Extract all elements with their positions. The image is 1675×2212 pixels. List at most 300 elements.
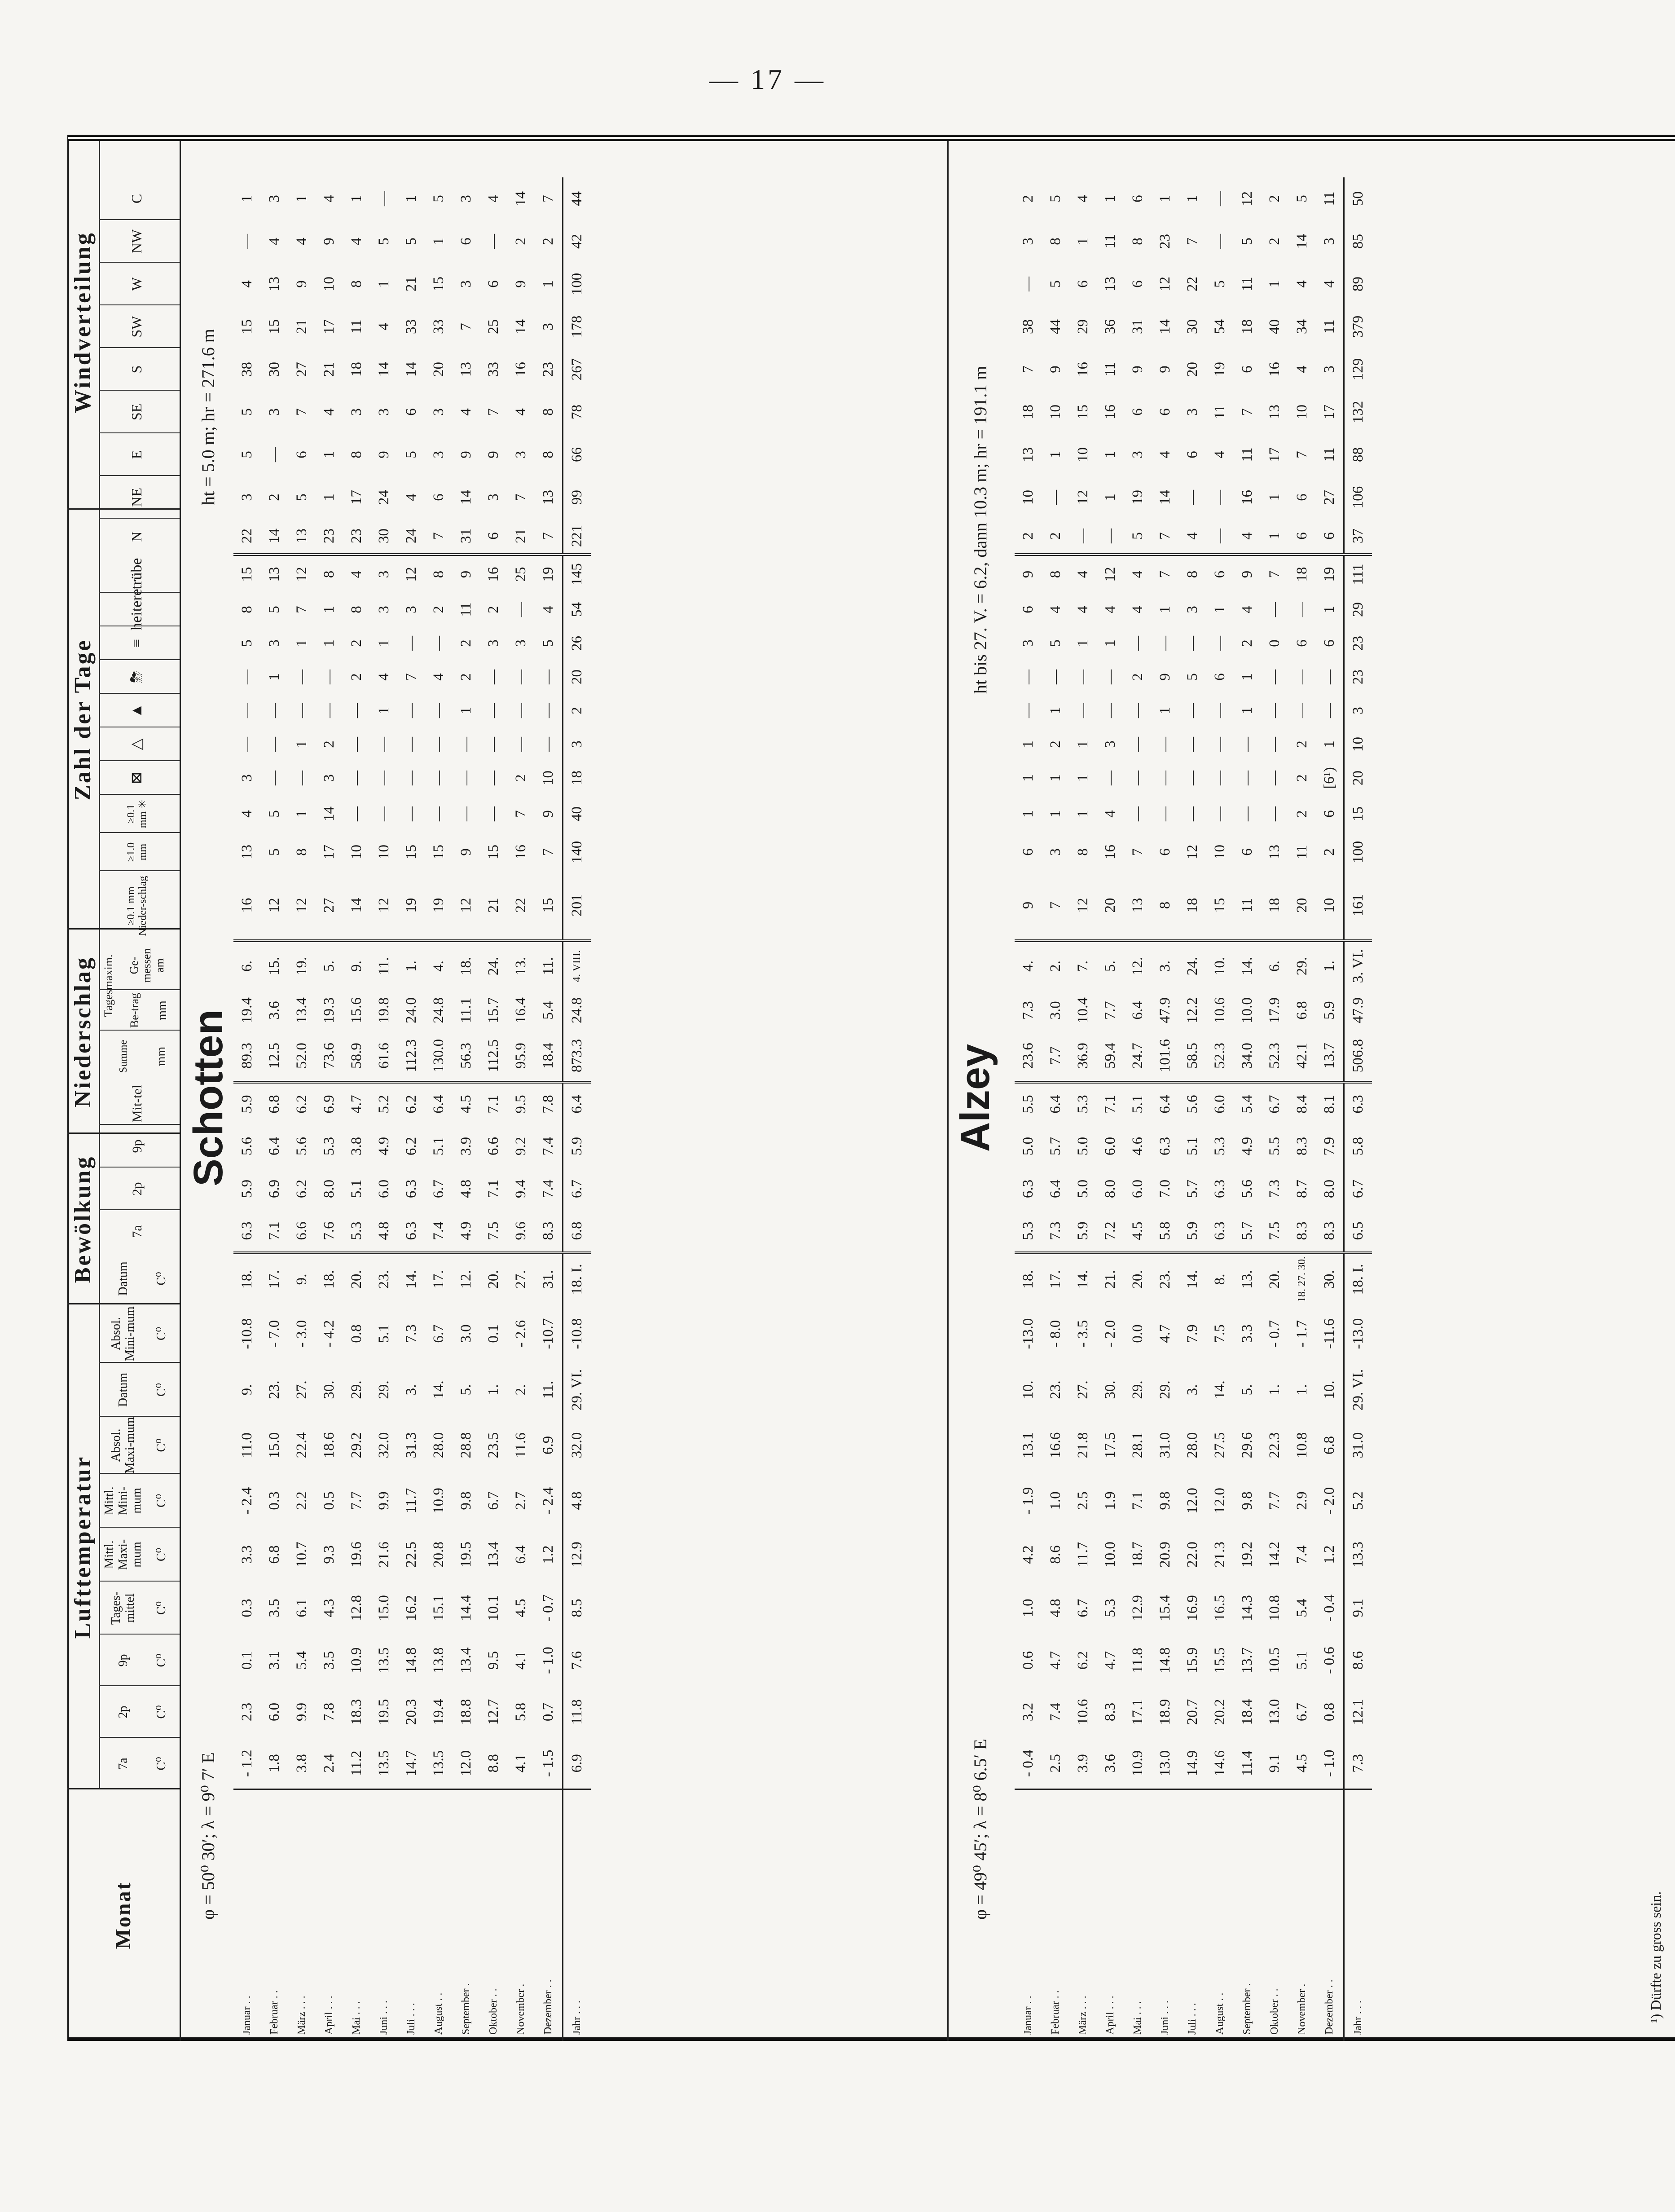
value-cell: 2 <box>513 774 529 782</box>
value-cell: 1 <box>1047 810 1064 818</box>
value-cell: — <box>1130 636 1146 651</box>
table-row <box>1288 177 1316 2041</box>
value-cell: 4.1 <box>513 1651 529 1670</box>
value-cell: 3 <box>1020 639 1036 647</box>
value-cell: 6 <box>1020 848 1036 856</box>
value-cell: 5.1 <box>376 1324 392 1343</box>
value-cell: 13 <box>1266 845 1283 859</box>
value-cell: — <box>294 670 310 684</box>
rule <box>99 1124 180 1125</box>
value-cell: 12.0 <box>1184 1488 1200 1514</box>
value-cell: 2 <box>1130 673 1146 681</box>
value-cell: 9 <box>321 238 337 245</box>
value-cell: 1 <box>1075 238 1091 245</box>
wind-col-header: C <box>128 194 145 204</box>
value-cell: 31.0 <box>1157 1432 1173 1459</box>
value-cell: 14. <box>1075 1270 1091 1289</box>
value-cell: 40 <box>563 795 591 833</box>
value-cell: — <box>431 771 447 785</box>
value-cell: 3.0 <box>458 1324 474 1343</box>
value-cell: — <box>513 602 529 617</box>
value-cell: 12 <box>288 871 316 941</box>
value-cell: 7 <box>485 408 501 416</box>
value-cell: 6.2 <box>294 1095 310 1114</box>
value-cell: 12 <box>370 871 398 941</box>
value-cell: 12.0 <box>1212 1488 1228 1514</box>
value-cell: 34 <box>1294 319 1310 334</box>
value-cell: 6.9 <box>563 1738 591 1789</box>
rule <box>99 1737 180 1738</box>
value-cell: 16 <box>233 871 261 941</box>
value-cell: 17 <box>321 319 337 334</box>
rule <box>99 1362 180 1363</box>
value-cell: 30 <box>1184 319 1200 334</box>
value-cell: 6 <box>1212 570 1228 578</box>
value-cell: 15 <box>535 871 563 941</box>
table-row <box>1316 177 1344 2041</box>
value-cell: 4.5 <box>513 1599 529 1617</box>
value-cell: — <box>1157 771 1173 785</box>
value-cell: 25 <box>485 319 501 334</box>
value-cell: 4.7 <box>1102 1651 1118 1670</box>
heights-schotten: ht = 5.0 m; hr = 271.6 m <box>198 329 218 505</box>
value-cell: - 2.0 <box>1321 1487 1337 1515</box>
value-cell: — <box>348 737 365 752</box>
value-cell: 16.6 <box>1047 1432 1064 1459</box>
value-cell: 9. <box>239 1384 255 1396</box>
value-cell: 24.7 <box>1124 1031 1152 1082</box>
value-cell: 4 <box>1321 280 1337 288</box>
value-cell: 1 <box>1266 280 1283 288</box>
value-cell: 37 <box>1344 519 1372 555</box>
header-lufttemperatur: Lufttemperatur <box>70 1455 96 1639</box>
value-cell: 7.8 <box>540 1095 556 1114</box>
value-cell: 3 <box>376 570 392 578</box>
value-cell: 2.5 <box>1042 1738 1069 1789</box>
value-cell: 11 <box>1239 277 1255 291</box>
value-cell: 9.8 <box>1239 1491 1255 1510</box>
value-cell: 5 <box>239 639 255 647</box>
value-cell: 10 <box>1212 845 1228 859</box>
value-cell: 1. <box>1294 1384 1310 1396</box>
value-cell: [6¹) <box>1321 767 1337 789</box>
value-cell: 1 <box>1020 774 1036 782</box>
value-cell: 6.7 <box>431 1324 447 1343</box>
value-cell: — <box>403 771 419 785</box>
value-cell: — <box>513 670 529 684</box>
value-cell: 1 <box>1075 774 1091 782</box>
value-cell: 9 <box>458 570 474 578</box>
value-cell: 11.6 <box>513 1432 529 1458</box>
value-cell: 7.2 <box>1097 1210 1124 1253</box>
value-cell: 1.0 <box>1047 1491 1064 1510</box>
value-cell: 20.8 <box>431 1542 447 1568</box>
value-cell: — <box>1266 703 1283 718</box>
value-cell: 47.9 <box>1344 990 1372 1031</box>
value-cell: 15 <box>239 567 255 582</box>
value-cell: — <box>1294 670 1310 684</box>
value-cell: 18 <box>1294 567 1310 582</box>
value-cell: 7.4 <box>425 1210 453 1253</box>
table-row <box>398 177 425 2041</box>
nied-betrag-header: Be-trag <box>127 993 141 1028</box>
value-cell: 4.2 <box>1020 1545 1036 1564</box>
value-cell: 6.4 <box>1047 1179 1064 1199</box>
temp-unit: C⁰ <box>154 1327 168 1340</box>
value-cell: 17 <box>1266 447 1283 462</box>
value-cell: 9.1 <box>1261 1738 1288 1789</box>
value-cell: 7.5 <box>1212 1324 1228 1343</box>
value-cell: 8 <box>1152 871 1179 941</box>
rule <box>99 432 180 433</box>
value-cell: 9.3 <box>321 1545 337 1564</box>
table-row <box>1015 177 1042 2041</box>
month-cell: Jahr . . . <box>563 1789 591 2041</box>
value-cell: 6.7 <box>485 1491 501 1510</box>
value-cell: 5.2 <box>376 1095 392 1114</box>
value-cell: 14 <box>343 871 370 941</box>
value-cell: 2 <box>1047 740 1064 748</box>
value-cell: 14 <box>458 490 474 505</box>
value-cell: - 1.7 <box>1294 1320 1310 1348</box>
value-cell: 2 <box>1239 639 1255 647</box>
value-cell: — <box>348 806 365 821</box>
value-cell: 42 <box>563 220 591 263</box>
value-cell: 20. <box>485 1270 501 1289</box>
value-cell: 16 <box>485 567 501 582</box>
value-cell: 23. <box>266 1380 282 1399</box>
value-cell: 33 <box>485 362 501 377</box>
value-cell: 56.3 <box>453 1031 480 1082</box>
footnote: ¹) Dürfte zu gross sein. <box>1648 1891 1664 2023</box>
temp-col-header: Mittl. Maxi-mum <box>102 1539 144 1570</box>
value-cell: 6.6 <box>288 1210 316 1253</box>
value-cell: 5 <box>1047 195 1064 203</box>
rule <box>99 304 180 305</box>
value-cell: 5.9 <box>1179 1210 1206 1253</box>
value-cell: 14 <box>376 362 392 377</box>
value-cell: — <box>403 636 419 651</box>
value-cell: 14 <box>513 319 529 334</box>
value-cell: 8 <box>294 848 310 856</box>
value-cell: 11 <box>1294 845 1310 859</box>
value-cell: 8.3 <box>1288 1210 1316 1253</box>
value-cell: — <box>1102 703 1118 718</box>
value-cell: 23 <box>343 519 370 555</box>
value-cell: 6.3 <box>403 1179 419 1199</box>
table-row <box>507 177 535 2041</box>
value-cell: - 0.4 <box>1015 1738 1042 1789</box>
value-cell: 13. <box>513 956 529 976</box>
value-cell: 5 <box>239 451 255 458</box>
value-cell: 9.6 <box>507 1210 535 1253</box>
value-cell: 1 <box>1212 606 1228 613</box>
value-cell: — <box>1097 519 1124 555</box>
value-cell: 52.0 <box>288 1031 316 1082</box>
value-cell: 7.3 <box>403 1324 419 1343</box>
value-cell: 85 <box>1344 220 1372 263</box>
value-cell: 28.0 <box>431 1432 447 1459</box>
value-cell: 6 <box>1130 195 1146 203</box>
rule <box>99 1581 180 1582</box>
value-cell: 1 <box>1020 740 1036 748</box>
value-cell: 10.4 <box>1075 997 1091 1023</box>
value-cell: — <box>1075 703 1091 718</box>
value-cell: 1 <box>1075 740 1091 748</box>
value-cell: 1 <box>1047 774 1064 782</box>
value-cell: 10.0 <box>1239 997 1255 1023</box>
month-cell: Juni . . . <box>378 2000 390 2035</box>
value-cell: 178 <box>563 305 591 348</box>
value-cell: 5 <box>1212 280 1228 288</box>
value-cell: 6 <box>1239 848 1255 856</box>
value-cell: 22.4 <box>294 1432 310 1459</box>
value-cell: 6.0 <box>1102 1137 1118 1156</box>
value-cell: 18.7 <box>1130 1542 1146 1568</box>
value-cell: 16.5 <box>1212 1595 1228 1621</box>
value-cell: 9 <box>1239 570 1255 578</box>
month-cell: August . . <box>1214 1992 1226 2035</box>
table-row <box>370 177 398 2041</box>
value-cell: 3 <box>266 408 282 416</box>
rule <box>99 1527 180 1528</box>
value-cell: 5.1 <box>348 1179 365 1199</box>
value-cell: 8.0 <box>321 1179 337 1199</box>
value-cell: 13.0 <box>1266 1699 1283 1725</box>
value-cell: 9.5 <box>513 1095 529 1114</box>
value-cell: 7 <box>540 848 556 856</box>
rule <box>67 1788 180 1789</box>
month-cell: März . . . <box>1077 1996 1089 2035</box>
value-cell: 23 <box>540 362 556 377</box>
tage-col-header: ⊠ <box>128 771 145 784</box>
value-cell: — <box>239 737 255 752</box>
value-cell: 16.9 <box>1184 1595 1200 1621</box>
value-cell: 1 <box>1157 606 1173 613</box>
value-cell: 9 <box>540 810 556 818</box>
month-cell: Mai . . . <box>351 2001 362 2035</box>
value-cell: 5. <box>1102 961 1118 972</box>
value-cell: 4.7 <box>1157 1324 1173 1343</box>
value-cell: 2 <box>1294 774 1310 782</box>
month-cell: Dezember . . <box>542 1979 554 2035</box>
value-cell: 8.6 <box>1047 1545 1064 1564</box>
value-cell: 14.7 <box>398 1738 425 1789</box>
value-cell: 19 <box>398 871 425 941</box>
value-cell: 6.3 <box>233 1210 261 1253</box>
value-cell: 14 <box>261 519 288 555</box>
value-cell: - 1.2 <box>233 1738 261 1789</box>
value-cell: 1 <box>321 494 337 501</box>
value-cell: 6 <box>1321 810 1337 818</box>
value-cell: 14.9 <box>1179 1738 1206 1789</box>
value-cell: 4 <box>458 408 474 416</box>
value-cell: 7 <box>513 810 529 818</box>
value-cell: 30. <box>1321 1270 1337 1289</box>
value-cell: 14 <box>403 362 419 377</box>
value-cell: 17 <box>1321 405 1337 419</box>
value-cell: 5.6 <box>1184 1095 1200 1114</box>
value-cell: — <box>1184 806 1200 821</box>
value-cell: 8 <box>348 280 365 288</box>
value-cell: 89.3 <box>233 1031 261 1082</box>
value-cell: 6 <box>294 451 310 458</box>
value-cell: 14 <box>1294 234 1310 249</box>
value-cell: 1 <box>321 639 337 647</box>
value-cell: 201 <box>563 871 591 941</box>
value-cell: 24.8 <box>563 990 591 1031</box>
value-cell: — <box>266 771 282 785</box>
value-cell: 18. I. <box>563 1253 591 1304</box>
value-cell: 7.1 <box>261 1210 288 1253</box>
rule <box>99 659 180 660</box>
value-cell: 8 <box>540 451 556 458</box>
value-cell: 8.0 <box>1102 1179 1118 1199</box>
value-cell: 23 <box>1344 626 1372 660</box>
value-cell: 1.2 <box>540 1545 556 1564</box>
value-cell: 6.3 <box>398 1210 425 1253</box>
tage-col-header: ≥1.0 mm <box>125 842 149 862</box>
value-cell: 7 <box>458 323 474 330</box>
value-cell: 18. <box>458 956 474 976</box>
value-cell: 10 <box>1020 490 1036 505</box>
value-cell: 5.3 <box>1015 1210 1042 1253</box>
value-cell: 10.9 <box>431 1488 447 1514</box>
value-cell: 379 <box>1344 305 1372 348</box>
value-cell: 27 <box>1321 490 1337 505</box>
value-cell: 58.5 <box>1179 1031 1206 1082</box>
header-bewoelkung: Bewölkung <box>70 1155 96 1283</box>
value-cell: 5.1 <box>431 1137 447 1156</box>
value-cell: 19. <box>294 956 310 976</box>
header-monat: Monat <box>111 1881 135 1949</box>
nied-gemessen-header: Ge-messen am <box>127 948 166 983</box>
value-cell: 3 <box>239 774 255 782</box>
value-cell: 4 <box>1130 570 1146 578</box>
value-cell: 29. <box>348 1380 365 1399</box>
value-cell: 19.6 <box>348 1542 365 1568</box>
value-cell: — <box>376 737 392 752</box>
value-cell: - 7.0 <box>266 1320 282 1348</box>
value-cell: 1 <box>1102 195 1118 203</box>
value-cell: 6.4 <box>431 1095 447 1114</box>
value-cell: 6.4 <box>1047 1095 1064 1114</box>
value-cell: 3 <box>1020 238 1036 245</box>
value-cell: 21 <box>507 519 535 555</box>
month-cell: Januar . . <box>1022 1996 1034 2035</box>
wind-col-header: SW <box>128 316 145 338</box>
value-cell: 3 <box>1321 238 1337 245</box>
value-cell: 15.7 <box>485 997 501 1023</box>
value-cell: 23 <box>1344 660 1372 694</box>
rule <box>180 141 181 2041</box>
value-cell: 15 <box>1344 795 1372 833</box>
value-cell: 4.8 <box>370 1210 398 1253</box>
value-cell: 13.0 <box>1152 1738 1179 1789</box>
value-cell: 13 <box>458 362 474 377</box>
value-cell: 4 <box>321 408 337 416</box>
value-cell: 2.9 <box>1294 1491 1310 1510</box>
value-cell: 24.0 <box>403 997 419 1023</box>
value-cell: 29. VI. <box>1344 1363 1372 1417</box>
value-cell: 10. <box>1212 956 1228 976</box>
value-cell: 1 <box>1102 494 1118 501</box>
rule <box>99 760 180 761</box>
month-cell: Februar . . <box>1050 1990 1061 2035</box>
value-cell: 14. <box>1239 956 1255 976</box>
value-cell: 6 <box>1294 639 1310 647</box>
value-cell: 6.7 <box>1266 1095 1283 1114</box>
value-cell: 6 <box>1288 519 1316 555</box>
value-cell: — <box>266 703 282 718</box>
table-row <box>425 177 453 2041</box>
value-cell: 7.4 <box>540 1137 556 1156</box>
value-cell: — <box>1212 771 1228 785</box>
value-cell: 6 <box>1130 280 1146 288</box>
value-cell: 112.5 <box>480 1031 507 1082</box>
value-cell: 23. <box>1047 1380 1064 1399</box>
value-cell: — <box>1102 670 1118 684</box>
value-cell: 12.1 <box>1344 1686 1372 1738</box>
value-cell: 31 <box>453 519 480 555</box>
value-cell: 2 <box>431 606 447 613</box>
value-cell: — <box>1184 771 1200 785</box>
value-cell: 7.7 <box>1102 1001 1118 1020</box>
value-cell: 7 <box>1130 848 1146 856</box>
value-cell: 16 <box>1239 490 1255 505</box>
rule <box>99 592 180 593</box>
value-cell: - 8.0 <box>1047 1320 1064 1348</box>
value-cell: 2 <box>458 639 474 647</box>
value-cell: 30 <box>370 519 398 555</box>
table-row <box>1152 177 1179 2041</box>
value-cell: 6.7 <box>431 1179 447 1199</box>
data-table-alzey <box>1015 177 1372 2041</box>
month-cell: September . <box>1241 1983 1253 2035</box>
value-cell: 4.9 <box>453 1210 480 1253</box>
value-cell: 13 <box>1102 277 1118 291</box>
value-cell: 7 <box>294 606 310 613</box>
value-cell: 20 <box>1288 871 1316 941</box>
value-cell: 6.8 <box>266 1095 282 1114</box>
table-row <box>288 177 316 2041</box>
value-cell: 6.0 <box>266 1702 282 1722</box>
value-cell: 8 <box>1130 238 1146 245</box>
value-cell: 1 <box>376 280 392 288</box>
value-cell: 18. I. <box>1344 1253 1372 1304</box>
value-cell: 14 <box>1157 490 1173 505</box>
value-cell: 14 <box>321 806 337 821</box>
value-cell: 9 <box>458 848 474 856</box>
value-cell: 17 <box>348 490 365 505</box>
value-cell: 3.8 <box>348 1137 365 1156</box>
value-cell: 1. <box>1321 961 1337 972</box>
value-cell: 20 <box>1184 362 1200 377</box>
value-cell: 1 <box>376 707 392 714</box>
value-cell: 18. <box>321 1270 337 1289</box>
value-cell: 9. <box>294 1273 310 1285</box>
value-cell: 15.1 <box>431 1595 447 1621</box>
value-cell: 13 <box>266 277 282 291</box>
value-cell: 13.4 <box>485 1542 501 1568</box>
value-cell: 21.8 <box>1075 1432 1091 1459</box>
value-cell: - 2.4 <box>239 1487 255 1515</box>
section-title-schotten: Schotten <box>185 1009 231 1186</box>
value-cell: 10.6 <box>1212 997 1228 1023</box>
rule <box>99 1634 180 1635</box>
value-cell: 9.8 <box>1157 1491 1173 1510</box>
value-cell: 2 <box>458 673 474 681</box>
